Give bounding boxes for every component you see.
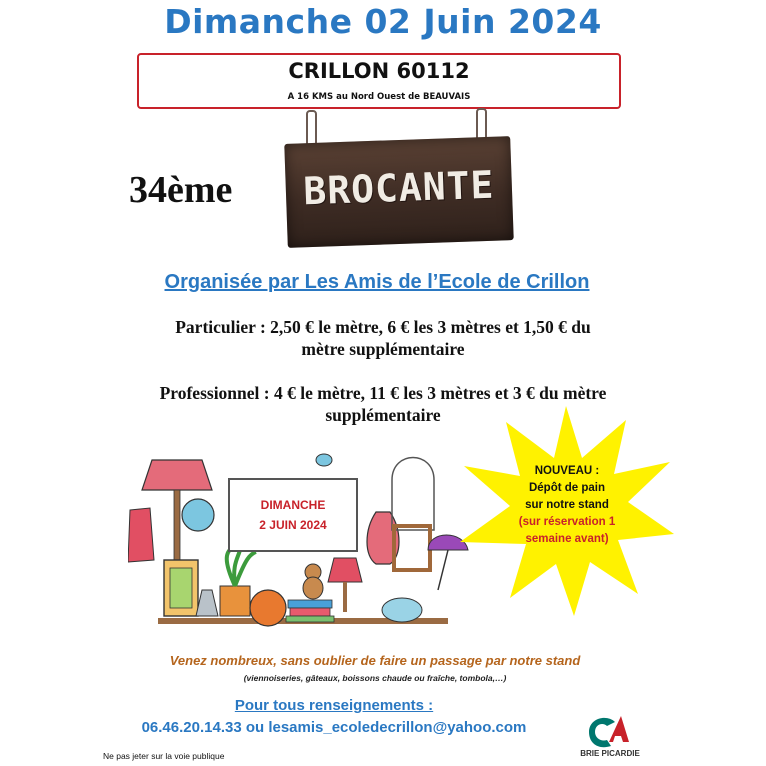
bird-icon bbox=[316, 454, 332, 466]
contact-line: 06.46.20.14.33 ou lesamis_ecoledecrillon@yahoo.com bbox=[141, 719, 527, 736]
info-title: Pour tous renseignements : bbox=[234, 697, 434, 714]
date-board bbox=[228, 478, 358, 552]
small-lamp-icon bbox=[328, 558, 362, 582]
location-directions: A 16 KMS au Nord Ouest de BEAUVAIS bbox=[287, 92, 471, 102]
organiser-line: Organisée par Les Amis de l’Ecole de Crillon bbox=[164, 271, 590, 293]
sponsor-name: BRIE PICARDIE bbox=[580, 749, 640, 758]
book-icon bbox=[290, 608, 330, 616]
lamp-stand-icon bbox=[174, 490, 180, 560]
starburst-reservation: (sur réservation 1 bbox=[518, 516, 616, 528]
starburst-stand: sur notre stand bbox=[525, 499, 609, 511]
starburst-bread: Dépôt de pain bbox=[528, 482, 606, 494]
edition-number: 34ème bbox=[129, 169, 233, 211]
poster-title: Dimanche 02 Juin 2024 bbox=[164, 2, 602, 41]
globe-icon bbox=[182, 499, 214, 531]
date-board-day: DIMANCHE bbox=[260, 498, 326, 512]
logo-c-shape bbox=[589, 718, 615, 747]
brocante-sign-text: BROCANTE bbox=[302, 162, 496, 214]
rate-particulier-line1: Particulier : 2,50 € le mètre, 6 € les 3 mètres et 1,50 € du bbox=[175, 317, 591, 337]
teddy-bear-body bbox=[303, 577, 323, 599]
book-icon bbox=[288, 600, 332, 608]
book-icon bbox=[286, 616, 334, 622]
location-city: CRILLON 60112 bbox=[288, 59, 470, 83]
starburst-new: NOUVEAU : bbox=[534, 465, 600, 477]
small-lamp-stand bbox=[343, 582, 347, 612]
basketball-icon bbox=[250, 590, 286, 626]
plant-leaves-icon bbox=[227, 548, 256, 586]
birdcage-icon bbox=[392, 458, 434, 531]
location-box bbox=[137, 53, 621, 109]
rate-professionnel-line1: Professionnel : 4 € le mètre, 11 € les 3 mètres et 3 € du mètre bbox=[159, 383, 607, 403]
teapot-icon bbox=[382, 598, 422, 622]
date-board-date: 2 JUIN 2024 bbox=[259, 518, 327, 532]
umbrella-handle bbox=[438, 550, 448, 590]
flower-pot-icon bbox=[220, 586, 250, 616]
picture-canvas bbox=[170, 568, 192, 608]
invite-line: Venez nombreux, sans oublier de faire un passage par notre stand bbox=[169, 653, 581, 668]
rate-particulier-line2: mètre supplémentaire bbox=[301, 339, 465, 359]
invite-details: (viennoiseries, gâteaux, boissons chaude ou fraîche, tombola,…) bbox=[243, 673, 507, 683]
lamp-shade-icon bbox=[142, 460, 212, 490]
rate-particulier bbox=[90, 316, 676, 360]
starburst-text bbox=[487, 463, 647, 548]
credit-agricole-logo bbox=[585, 712, 633, 748]
starburst-week: semaine avant) bbox=[525, 533, 609, 545]
footer-note: Ne pas jeter sur la voie publique bbox=[103, 751, 225, 761]
dress-icon bbox=[128, 508, 154, 562]
brocante-sign bbox=[284, 136, 513, 248]
chair-icon bbox=[394, 526, 430, 570]
rate-professionnel-line2: supplémentaire bbox=[325, 405, 441, 425]
coffee-pot-icon bbox=[196, 590, 218, 616]
